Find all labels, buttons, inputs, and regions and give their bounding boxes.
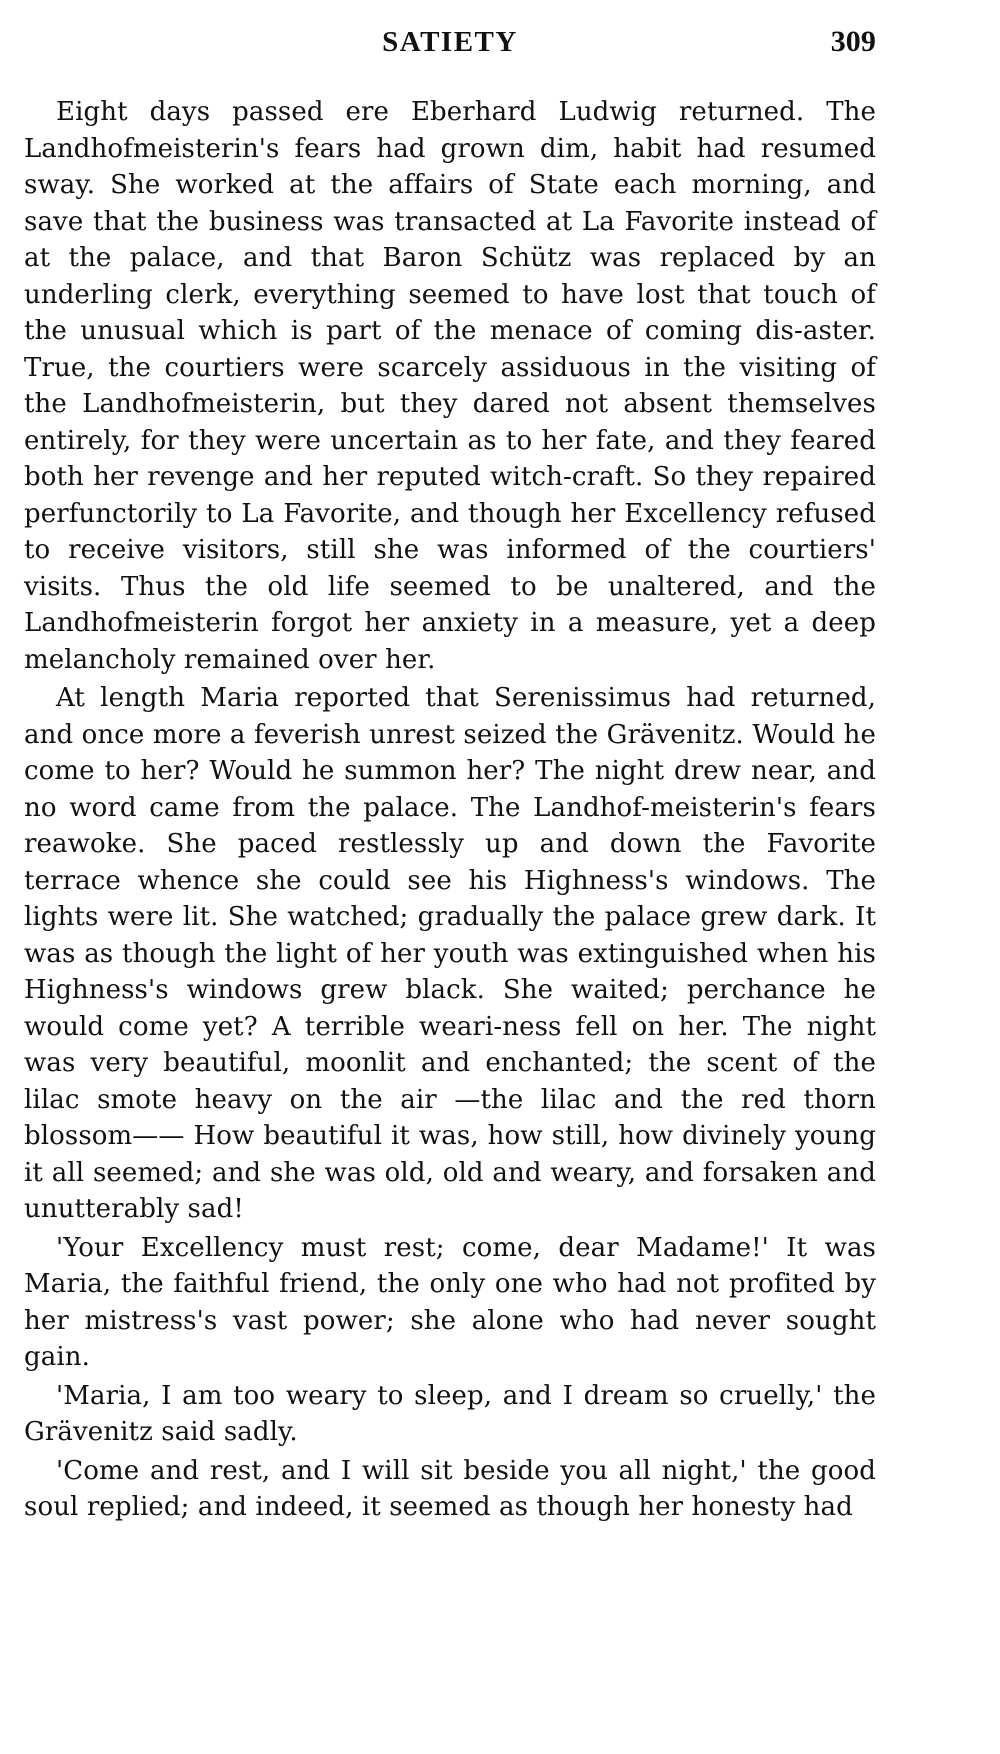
paragraph-1: Eight days passed ere Eberhard Ludwig returned. The Landhofmeisterin's fears had grown dim, habit had resumed sway. She worked at the affairs of State each morning, and save that the business was transacted at La Favorite instead of at the palace, and that Baron Schütz was replaced by an underling clerk, everything seemed to have lost that touch of the unusual which is part of the menace of coming dis-aster. True, the courtiers were scarcely assiduous in the visiting of the Landhofmeisterin, but they dared not absent themselves entirely, for they were uncertain as to her fate, and they feared both her revenge and her reputed witch-craft. So they repaired perfunctorily to La Favorite, and though her Excellency refused to receive visitors, still she was informed of the courtiers' visits. Thus the old life seemed to be unaltered, and the Landhofmeisterin forgot her anxiety in a measure, yet a deep melancholy remained over her.	[24, 97, 876, 675]
running-header	[24, 20, 876, 72]
paragraph-4: 'Maria, I am too weary to sleep, and I dream so cruelly,' the Grävenitz said sadly.	[24, 1380, 876, 1447]
body-text	[24, 94, 876, 1526]
paragraph-3: 'Your Excellency must rest; come, dear Madame!' It was Maria, the faithful friend, the only one who had not profited by her mistress's vast power; she alone who had never sought gain.	[24, 1232, 876, 1372]
paragraph-5: 'Come and rest, and I will sit beside you all night,' the good soul replied; and indeed, it seemed as though her honesty had	[24, 1455, 876, 1522]
page-number: 309	[830, 25, 876, 58]
running-title: SATIETY	[382, 26, 518, 58]
paragraph-2: At length Maria reported that Serenissimus had returned, and once more a feverish unrest seized the Grävenitz. Would he come to her? Would he summon her? The night drew near, and no word came from the palace. The Landhof-meisterin's fears reawoke. She paced restlessly up and down the Favorite terrace whence she could see his Highness's windows. The lights were lit. She watched; gradually the palace grew dark. It was as though the light of her youth was extinguished when his Highness's windows grew black. She waited; perchance he would come yet? A terrible weari-ness fell on her. The night was very beautiful, moonlit and enchanted; the scent of the lilac smote heavy on the air —the lilac and the red thorn blossom—— How beautiful it was, how still, how divinely young it all seemed; and she was old, old and weary, and forsaken and unutterably sad!	[24, 683, 876, 1224]
book-page	[24, 20, 876, 1528]
